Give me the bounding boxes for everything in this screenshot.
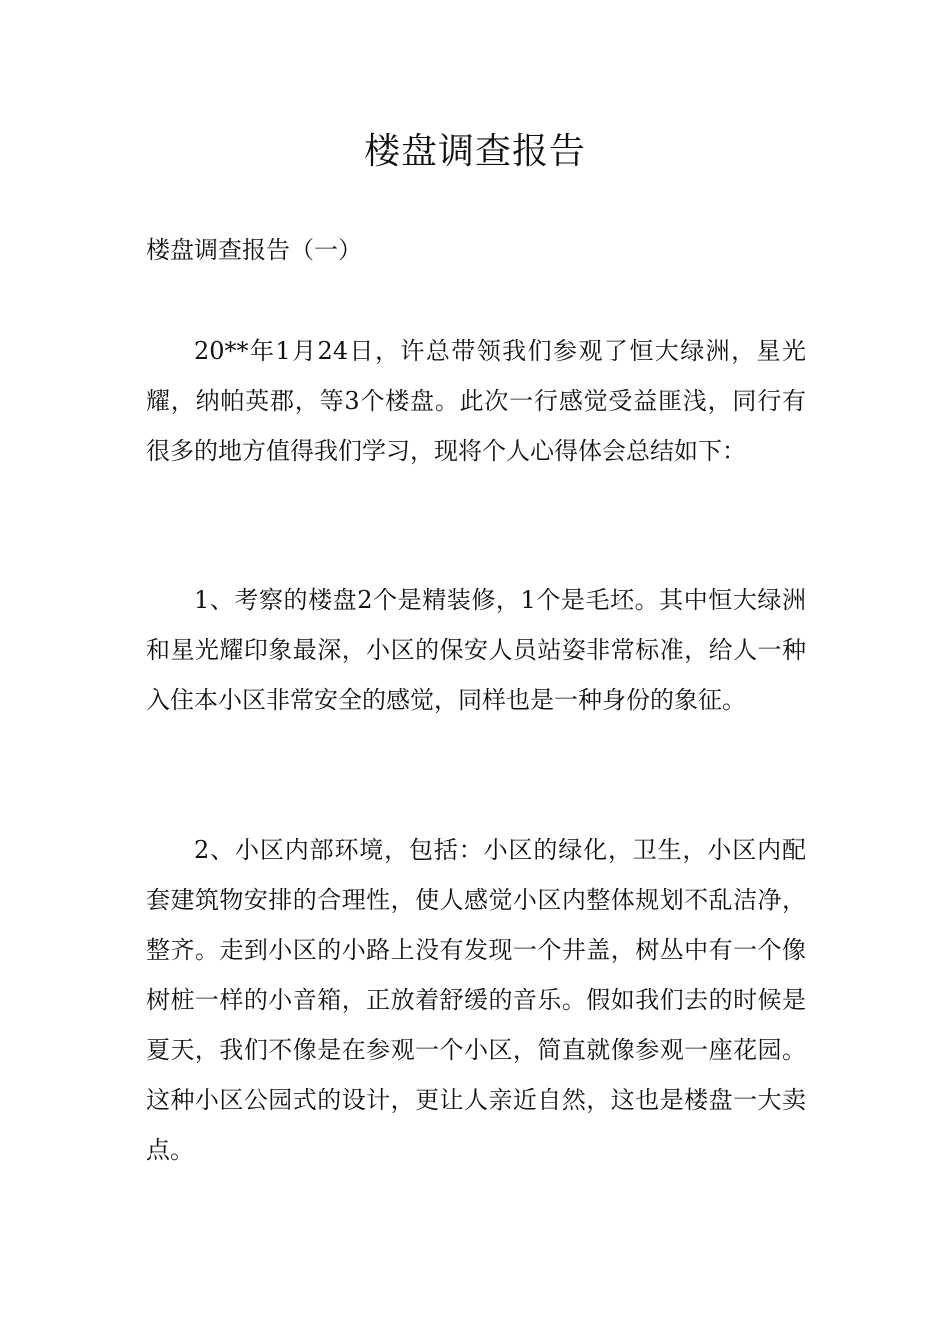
paragraph-point-2: 2、小区内部环境，包括：小区的绿化，卫生，小区内配套建筑物安排的合理性，使人感觉小区内整体规划不乱洁净，整齐。走到小区的小路上没有发现一个井盖，树丛中有一个像树桩一样的小音箱，正放着舒缓的音乐。假如我们去的时候是夏天，我们不像是在参观一个小区，简直就像参观一座花园。这种小区公园式的设计，更让人亲近自然，这也是楼盘一大卖点。 (146, 836, 806, 1164)
section-heading: 楼盘调查报告（一） (146, 236, 362, 264)
paragraph-point-1: 1、考察的楼盘2个是精装修，1个是毛坯。其中恒大绿洲和星光耀印象最深，小区的保安人员站姿非常标准，给人一种入住本小区非常安全的感觉，同样也是一种身份的象征。 (146, 586, 806, 714)
paragraph-intro: 20**年1月24日，许总带领我们参观了恒大绿洲，星光耀，纳帕英郡，等3个楼盘。此次一行感觉受益匪浅，同行有很多的地方值得我们学习，现将个人心得体会总结如下： (146, 337, 806, 465)
document-title: 楼盘调查报告 (363, 131, 586, 172)
